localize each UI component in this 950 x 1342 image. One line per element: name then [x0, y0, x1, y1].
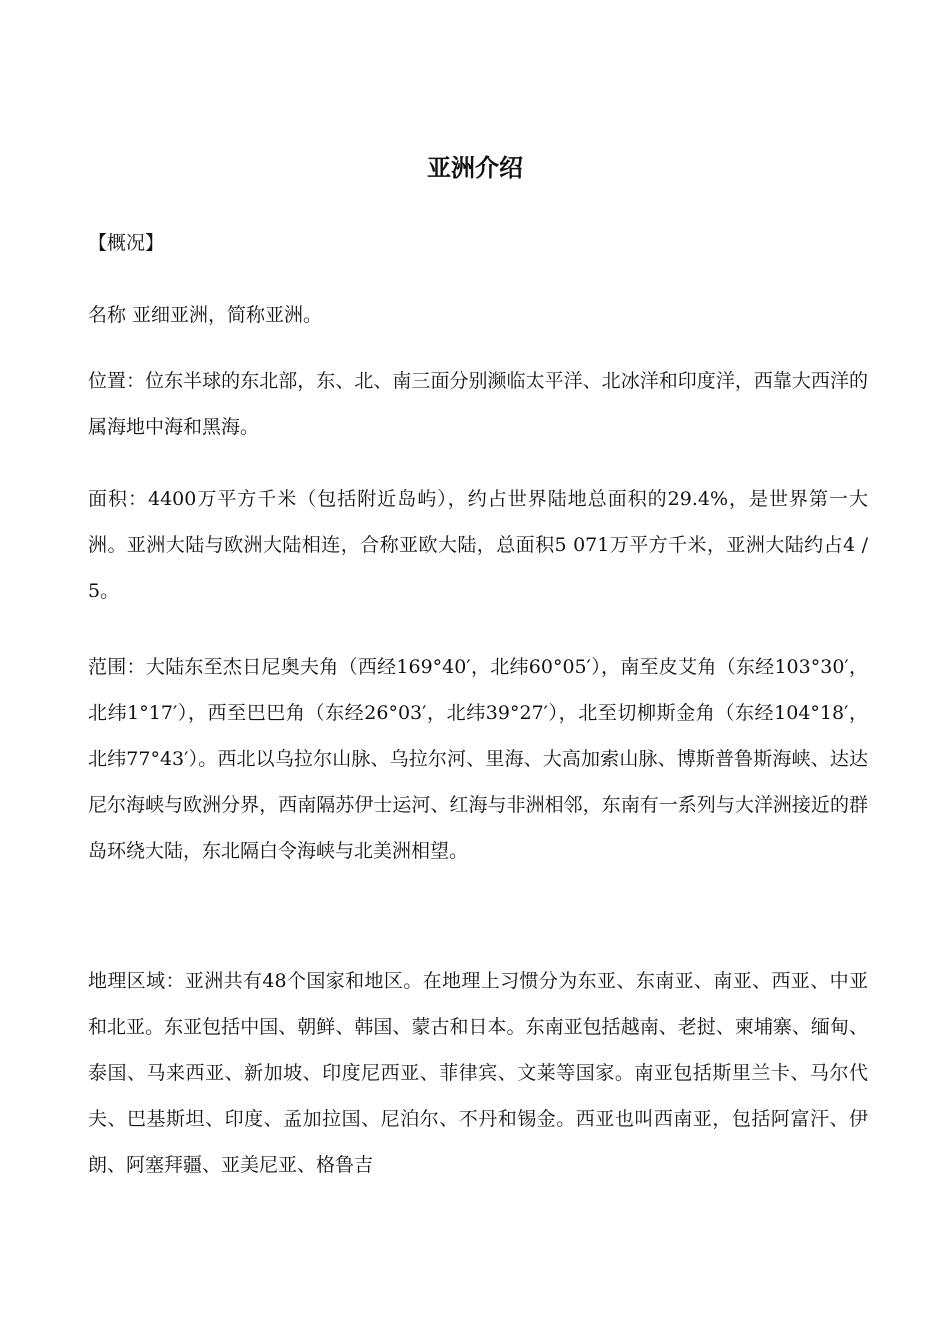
page-title: 亚洲介绍 — [427, 153, 523, 182]
paragraph-name: 名称 亚细亚洲，简称亚洲。 — [88, 304, 323, 326]
paragraph-location: 位置：位东半球的东北部，东、北、南三面分别濒临太平洋、北冰洋和印度洋，西靠大西洋的属海地中海和黑海。 — [88, 370, 868, 438]
paragraph-area: 面积：4400万平方千米（包括附近岛屿），约占世界陆地总面积的29.4%，是世界第一大洲。亚洲大陆与欧洲大陆相连，合称亚欧大陆，总面积5 071万平方千米，亚洲大陆约占4 / 5。 — [88, 488, 868, 602]
paragraph-range: 范围：大陆东至杰日尼奥夫角（西经169°40′，北纬60°05′），南至皮艾角（东经103°30′，北纬1°17′），西至巴巴角（东经26°03′，北纬39°27′），北至切柳斯金角（东经104°18′，北纬77°43′）。西北以乌拉尔山脉、乌拉尔河、里海、大高加索山脉、博斯普鲁斯海峡、达达尼尔海峡与欧洲分界，西南隔苏伊士运河、红海与非洲相邻，东南有一系列与大洋洲接近的群岛环绕大陆，东北隔白令海峡与北美洲相望。 — [88, 656, 868, 862]
section-heading-overview: 【概况】 — [88, 232, 165, 254]
paragraph-geographic-regions: 地理区域：亚洲共有48个国家和地区。在地理上习惯分为东亚、东南亚、南亚、西亚、中亚和北亚。东亚包括中国、朝鲜、韩国、蒙古和日本。东南亚包括越南、老挝、柬埔寨、缅甸、泰国、马来西亚、新加坡、印度尼西亚、菲律宾、文莱等国家。南亚包括斯里兰卡、马尔代夫、巴基斯坦、印度、孟加拉国、尼泊尔、不丹和锡金。西亚也叫西南亚，包括阿富汗、伊朗、阿塞拜疆、亚美尼亚、格鲁吉 — [88, 970, 868, 1176]
